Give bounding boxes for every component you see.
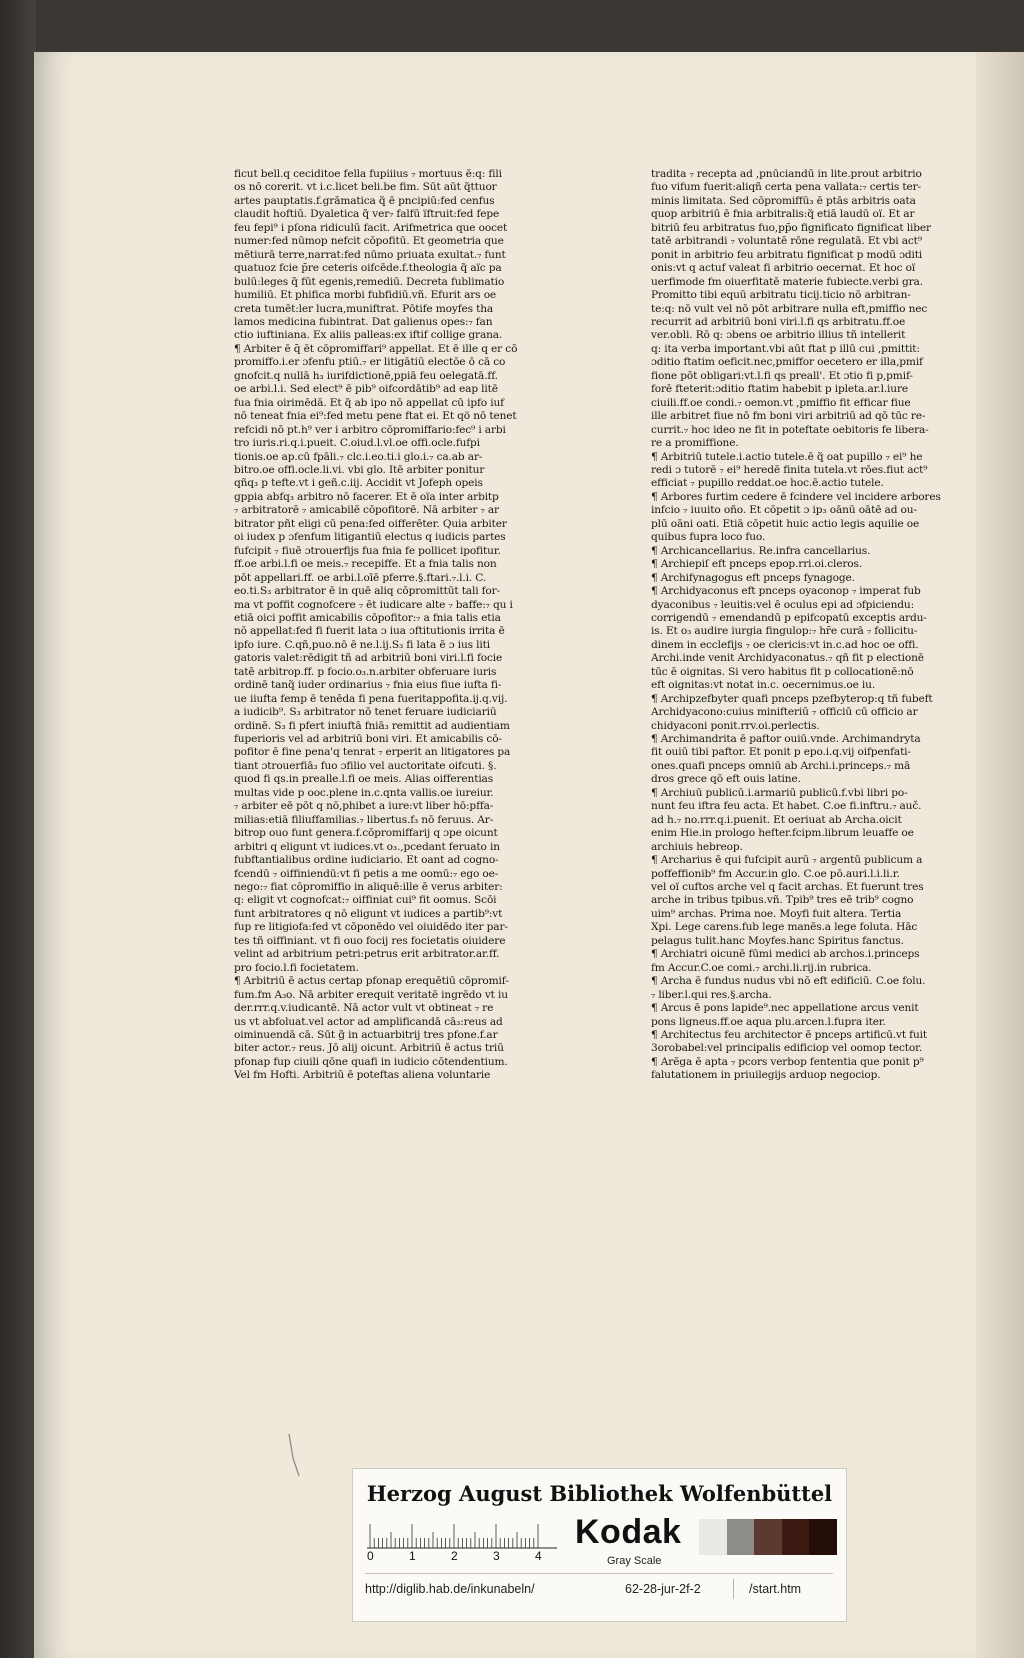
text-line: poffeffionib⁹ fm Accur.in glo. C.oe pō.auri.l.i.li.r. xyxy=(651,867,900,880)
text-line: tro iuris.ri.q.i.pueit. C.oiud.l.vl.oe offi.ocle.fufpi xyxy=(234,437,480,450)
text-line: gatoris valet:rēdigit tñ ad arbitriū boni viri.l.fi focie xyxy=(234,652,503,665)
text-line: nō teneat fnia ei⁹:fed metu pene ftat ei. Et qö nō tenet xyxy=(234,410,517,423)
gray-patch xyxy=(782,1519,810,1555)
text-line: dinem in ecclefijs ₇ oe clericis:vt in.c.ad hoc oe offi. xyxy=(651,638,919,651)
text-line: efficiat ₇ pupillo reddat.oe hoc.ē.actio tutele. xyxy=(651,477,884,490)
text-line: ₇ arbitratorē ₇ amicabilē cōpofitorē. Nā arbiter ₇ ar xyxy=(234,504,499,517)
gray-scale-patches xyxy=(699,1519,837,1555)
text-line: bitriū feu arbitratus fuo,pp̄o fignificato fignificat liber xyxy=(651,221,931,234)
text-line: fit ouiū tibi paftor. Et ponit p epo.i.q.vij oifpenfati- xyxy=(651,746,911,759)
text-line: creta tumēt:ler lucra,muniftrat. Pōtife moyfes tha xyxy=(234,302,494,315)
text-line: q: ita verba important.vbi aūt ftat p illū cui ,pmittit: xyxy=(651,342,920,355)
text-line: re a promiffione. xyxy=(651,437,739,450)
text-line: claudit hoftiū. Dyaletica q̃ ver₇ falfū ïftruit:fed fepe xyxy=(234,208,500,221)
text-line: vel oï cuftos arche vel q facit archas. Et fuerunt tres xyxy=(651,881,924,894)
gray-patch xyxy=(727,1519,755,1555)
text-line: refcidi nō pt.h⁹ ver i arbitro cōpromiffario:fec⁹ i arbi xyxy=(234,423,506,436)
text-line: fm Accur.C.oe comi.₇ archi.li.rij.in rubrica. xyxy=(651,961,872,974)
text-line: Archidyacono:cuius minifteriū ₇ officiū cū officio ar xyxy=(651,706,918,719)
text-line: ¶ Archimandrita ē paftor ouiū.vnde. Archimandryta xyxy=(651,733,921,746)
text-line: arche in tribus tpibus.vñ. Tpib⁹ tres eē trib⁹ cogno xyxy=(651,894,914,907)
text-line: fcendū ₇ oiffiniendū:vt fi petis a me oomū:₇ ego oe- xyxy=(234,867,499,880)
text-line: ¶ Archicancellarius. Re.infra cancellarius. xyxy=(651,544,871,557)
text-line: fubftantialibus ordine iudiciario. Et oant ad cogno- xyxy=(234,854,499,867)
text-line: ¶ Arbiter ē q̄ ēt cōpromiffari⁹ appellat. Et ē ille q er cō xyxy=(234,342,518,355)
text-line: us vt abfoluat.vel actor ad amplificandā cā₃:reus ad xyxy=(234,1015,503,1028)
text-line: ¶ Archipzefbyter quafi pnceps pzefbyterop:q tñ fubeft xyxy=(651,692,933,705)
card-separator xyxy=(733,1579,734,1599)
text-line: pro focio.l.fi focietatem. xyxy=(234,961,359,974)
text-line: mētiurā terre,narrat:fed nūmo priuata exultat.₇ funt xyxy=(234,248,506,261)
ruler-number: 1 xyxy=(409,1549,416,1563)
text-line: pons ligneus.ff.oe aqua plu.arcen.l.fupra iter. xyxy=(651,1015,886,1028)
text-line: eo.ti.S₃ arbitrator ē in quē aliq cōpromittūt tali for- xyxy=(234,585,501,598)
text-line: ma vt poffit cognofcere ₇ ēt iudicare alte ₇ baffe:₇ qu i xyxy=(234,598,513,611)
text-line: os nō corerit. vt i.c.licet beli.be fim. Sūt aūt q̃ttuor xyxy=(234,181,497,194)
text-line: ille arbitret fiue nō fm boni viri arbitriū ad qō tūc re- xyxy=(651,410,926,423)
text-line: a iudicib⁹. S₃ arbitrator nō tenet feruare iudiciariū xyxy=(234,706,497,719)
text-line: ordinē. S₃ fi pfert iniuftā fniā₃ remittit ad audientiam xyxy=(234,719,510,732)
text-line: gppia abfq₃ arbitro nō facerer. Et ē oïa inter arbitp xyxy=(234,490,499,503)
page-edge-shadow xyxy=(976,52,1024,1658)
text-line: der.rrr.q.v.iudicantē. Nā actor vult vt obtineat ₇ re xyxy=(234,1002,494,1015)
text-line: plū oāni oati. Etiā cōpetit huic actio legis aquilie oe xyxy=(651,517,920,530)
text-line: ¶ Arbores furtim cedere ē fcindere vel incidere arbores xyxy=(651,490,941,503)
text-line: ff.oe arbi.l.fi oe meis.₇ recepiffe. Et a fnia talis non xyxy=(234,558,497,571)
text-line: dros grece qō eft ouis latine. xyxy=(651,773,801,786)
text-line: oiminuendā cā. Sūt g̃ in actuarbitrij tres pfone.f.ar xyxy=(234,1029,498,1041)
ruler-number: 3 xyxy=(493,1549,500,1563)
text-line: corrigendū ₇ emendandū p epifcopatū exceptis ardu- xyxy=(651,611,927,624)
text-line: quibus fupra loco fuo. xyxy=(651,531,766,544)
text-line: fup re litigiofa:fed vt cōponēdo vel oiuidēdo iter par- xyxy=(234,921,508,934)
text-line: quop arbitriū ē fnia arbitralis:q̃ etiā laudū oï. Et ar xyxy=(651,208,915,221)
text-line: nunt feu iftra feu acta. Et habet. C.oe fi.inftru.₇ auč. xyxy=(651,800,922,813)
text-line: ¶ Arbitriū tutele.i.actio tutele.ē q̃ oat pupillo ₇ ei⁹ he xyxy=(651,450,923,463)
text-line: eft oignitas:vt notat in.c. oecernimus.oe iu. xyxy=(651,679,876,692)
text-line: ¶ Archidyaconus eft pnceps oyaconop ₇ imperat fub xyxy=(651,585,921,598)
text-line: ¶ Archarius ē qui fufcipit aurū ₇ argentū publicum a xyxy=(651,854,923,867)
text-line: etiā oici poffit amicabilis cōpofitor:₇ a fnia talis etia xyxy=(234,611,501,624)
text-line: enim Hie.in prologo hefter.fcipm.librum leuaffe oe xyxy=(651,827,914,840)
text-line: feu fepi⁹ i pſona ridiculū facit. Arifmetrica que oocet xyxy=(234,221,508,234)
text-line: ficut bell.q ceciditoe fella fupiiius ₇ mortuus ē:q: fili xyxy=(234,168,502,180)
shelfmark-code: 62-28-jur-2f-2 xyxy=(625,1582,701,1596)
text-line: recurrit ad arbitriū boni viri.l.fi qs arbitratu.ff.oe xyxy=(651,315,906,328)
measurement-ruler xyxy=(367,1519,557,1549)
text-line: ¶ Archiuū publicū.i.armariū publicū.f.vbi libri po- xyxy=(651,786,908,799)
text-line: ones.quafi pnceps omniū ab Archi.i.princeps.₇ mā xyxy=(651,759,911,772)
text-line: tradita ₇ recepta ad ,pnūciandū in lite.prout arbitrio xyxy=(651,168,922,180)
text-line: ¶ Arbitriū ē actus certap pfonap erequētiū cōpromif- xyxy=(234,975,509,988)
text-line: Xpi. Lege carens.fub lege manēs.a lege foluta. Hāc xyxy=(651,921,918,934)
ruler-number: 4 xyxy=(535,1549,542,1563)
ruler-number: 0 xyxy=(367,1549,374,1563)
text-line: onis:vt q actuf valeat fi arbitrio oecernat. Et hoc oï xyxy=(651,262,916,275)
text-line: ¶ Arēga ē apta ₇ pcors verbop fententia que ponit p⁹ xyxy=(651,1055,924,1068)
text-line: bulū:leges q̃ fūt egenis,remediū. Decreta fublimatio xyxy=(234,275,505,288)
text-line: bitrator pñt eligi cū pena:fed oifferēter. Quia arbiter xyxy=(234,517,507,530)
text-line: fufcipit ₇ fiuē ɔtrouerfijs fua fnia fe pollicet ipofitur. xyxy=(234,544,501,557)
text-line: dyaconibus ₇ leuitis:vel ē oculus epi ad ɔfpiciendu: xyxy=(651,598,915,611)
text-line: redi ɔ tutorē ₇ ei⁹ heredē finita tutela.vt rōes.fiut act⁹ xyxy=(651,463,928,476)
text-line: fuo vifum fuerit:aliqñ certa pena vallata:₇ certis ter- xyxy=(651,181,921,194)
text-line: funt arbitratores q nō eligunt vt iudices a partib⁹:vt xyxy=(234,907,503,920)
text-line: ¶ Archifynagogus eft pnceps fynagoge. xyxy=(651,571,855,584)
text-line: ponit in arbitrio feu arbitratu fignificat p modū ɔditi xyxy=(651,248,923,261)
text-line: ctio iuftiniana. Ex aliis palleas:ex iftif collige grana. xyxy=(234,329,503,342)
ruler-numbers xyxy=(367,1549,557,1565)
text-line: ¶ Archa ē fundus nudus vbi nō eft edificiū. C.oe folu. xyxy=(651,975,926,988)
text-line: uerfimode fm oiuerfitatē materie fubiecte.verbi gra. xyxy=(651,275,923,288)
text-line: uim⁹ archas. Prima noe. Moyfi fuit altera. Tertia xyxy=(651,907,902,920)
text-line: ¶ Archiatri oicunē fūmi medici ab archos.i.princeps xyxy=(651,948,920,961)
text-line: bitro.oe offi.ocle.li.vi. vbi glo. Itē arbiter ponitur xyxy=(234,463,485,476)
text-line: artes pauptatis.f.grāmatica q̃ ē pncipiū:fed cenfus xyxy=(234,194,495,207)
text-line: milias:etiā filiuffamilias.₇ libertus.f₃ nō feruus. Ar- xyxy=(234,813,494,826)
text-line: gnofcit.q nullā h₃ iurifdictionē,ppiā feu oelegatā.ff. xyxy=(234,369,498,382)
text-line: tionis.oe ap.cū fpāli.₇ clc.i.eo.ti.i glo.i.₇ ca.ab ar- xyxy=(234,450,483,463)
text-line: numer:fed nūmop nefcit cōpofitū. Et geometria que xyxy=(234,235,504,248)
text-line: multas vide p ooc.plene in.c.qnta vallis.oe iureiur. xyxy=(234,786,494,799)
text-line: arbitri q eligunt vt iudices.vt o₃.,pcedant feruato in xyxy=(234,840,500,853)
digitization-target-card xyxy=(352,1468,847,1622)
text-line: biter actor.₇ reus. Jō alij oicunt. Arbitriū ē actus triū xyxy=(234,1042,504,1055)
scan-background-edge xyxy=(0,0,36,1658)
text-line: chidyaconi ponit.rrv.oi.perlectis. xyxy=(651,719,820,732)
text-line: quatuoz fcie p̄re ceteris oifcēde.f.theologia q̃ aïc pa xyxy=(234,262,502,275)
text-line: lamos medicina fubintrat. Dat galienus opes:₇ fan xyxy=(234,315,493,328)
digital-library-url[interactable]: http://diglib.hab.de/inkunabeln/ xyxy=(365,1582,535,1596)
text-line: ordinē tanq̃ iuder ordinarius ₇ fnia eius fiue iufta fi- xyxy=(234,679,502,692)
text-line: 3orobabel:vel principalis edificiop vel oomop tector. xyxy=(651,1042,923,1055)
book-page xyxy=(34,52,1024,1658)
text-line: ¶ Architectus feu architector ē pnceps artificū.vt fuit xyxy=(651,1029,927,1041)
text-line: ¶ Arcus ē pons lapide⁹.nec appellatione arcus venit xyxy=(651,1002,919,1015)
text-line: tatē arbitrandi ₇ voluntatē rōne regulatā. Et vbi act⁹ xyxy=(651,235,922,248)
url-suffix[interactable]: /start.htm xyxy=(749,1582,802,1596)
gray-patch xyxy=(809,1519,837,1555)
text-line: ver.obli. Rō q: ɔbens oe arbitrio illius tñ intellerit xyxy=(651,329,906,342)
text-line: qñq₃ p tefte.vt i geñ.c.iij. Accidit vt Jofeph opeis xyxy=(234,477,483,490)
text-line: tūc ē oignitas. Si vero habitus fit p collocationē:nō xyxy=(651,665,914,678)
text-line: Promitto tibi equū arbitratu ticij.ticio nō arbitran- xyxy=(651,289,911,302)
text-line: forē fteterit:ɔditio ftatim habebit p ipleta.ar.l.iure xyxy=(651,383,908,396)
text-line: archiuis hebreop. xyxy=(651,840,743,853)
text-line: falutationem in priuilegijs arduop negociop. xyxy=(651,1069,881,1082)
kodak-subtitle: Gray Scale xyxy=(607,1555,662,1567)
text-line: ₇ arbiter eē pōt q nō,phibet a iure:vt liber hō:pffa- xyxy=(234,800,494,813)
text-line: ɔditio ftatim oeficit.nec,pmiffor oecetero er illa,pmif xyxy=(651,356,923,369)
text-line: tiant ɔtrouerfiā₃ fuo ɔfilio vel auctoritate oifcuti. §. xyxy=(234,759,497,772)
text-line: is. Et o₃ audire iurgia fingulop:₇ hr̄e curā ₇ follicitu- xyxy=(651,625,918,638)
pencil-mark xyxy=(284,1432,304,1482)
text-line: fuperioris vel ad arbitriū boni viri. Et amicabilis cō- xyxy=(234,733,502,746)
card-divider xyxy=(365,1573,833,1574)
text-line: nō appellat:fed fi fuerit lata ɔ iua ɔftitutionis irrita ē xyxy=(234,625,505,638)
text-line: nego:₇ fiat cōpromiffio in aliquē:ille ē verus arbiter: xyxy=(234,881,503,894)
text-line: ₇ liber.l.qui res.§.archa. xyxy=(651,988,772,1001)
text-line: velint ad arbitrium petri:petrus erit arbitrator.ar.ff. xyxy=(234,948,500,961)
text-line: ad h.₇ no.rrr.q.i.puenit. Et oeriuat ab Archa.oicit xyxy=(651,813,902,826)
kodak-logo: Kodak xyxy=(575,1513,682,1551)
text-line: pofitor ē fine pena'q tenrat ₇ erperit an litigatores pa xyxy=(234,746,511,759)
ruler-number: 2 xyxy=(451,1549,458,1563)
text-column-left xyxy=(234,168,634,1083)
text-line: tatē arbitrop.ff. p focio.o₃.n.arbiter obferuare iuris xyxy=(234,665,497,678)
text-line: promiffo.i.er ɔfenfu ptiū.₇ er litigātiū electōe ō cā co xyxy=(234,356,506,369)
text-line: ciuili.ff.oe condi.₇ oemon.vt ,pmiffio fit efficar fiue xyxy=(651,396,911,409)
text-line: ¶ Archiepiſ eft pnceps epop.rri.oi.cleros. xyxy=(651,558,863,571)
text-line: pfonap fup ciuili qōne quafi in iudicio cōtendentium. xyxy=(234,1055,508,1068)
text-line: oe arbi.l.i. Sed elect⁹ ē pib⁹ oifcordātib⁹ ad eap litē xyxy=(234,383,498,396)
text-line: humiliū. Et phifica morbi fubfidiū.vñ. Efurit ars oe xyxy=(234,289,497,302)
library-title: Herzog August Bibliothek Wolfenbüttel xyxy=(366,1481,833,1506)
text-line: pōt appellari.ff. oe arbi.l.oīē pferre.§.ftari.₇.l.i. C. xyxy=(234,571,487,584)
text-column-right xyxy=(651,168,953,1083)
text-line: te:q: nō vult vel nō pōt arbitrare nulla eft,pmiffio nec xyxy=(651,302,928,315)
text-line: quod fi qs.in prealle.l.fi oe meis. Alias oifferentias xyxy=(234,773,494,786)
text-line: minis limitata. Sed cōpromiffū₃ ē ptās arbitris oata xyxy=(651,194,916,207)
text-line: Vel fm Hofti. Arbitriū ē poteftas aliena voluntarie xyxy=(234,1069,491,1082)
text-line: currit.₇ hoc ideo ne fit in poteftate oebitoris fe libera- xyxy=(651,423,929,436)
text-line: ue iiufta femp ē tenēda fi pena fueritappofita.ij.q.vij. xyxy=(234,692,508,705)
text-line: infcio ₇ iuuito oño. Et cōpetit ɔ ip₃ oānū oātē ad ou- xyxy=(651,504,917,517)
text-line: oi iudex p ɔfenfum litigantiū electus q iudicis partes xyxy=(234,531,506,544)
text-line: ipfo iure. C.qñ,puo.nō ē ne.l.ij.S₃ fi lata ē ɔ ius liti xyxy=(234,638,490,651)
text-line: q: eligit vt cognofcat:₇ oiffiniat cui⁹ fit oomus. Scōi xyxy=(234,894,497,907)
text-line: bitrop ouo funt genera.f.cōpromiffarij q ɔpe oicunt xyxy=(234,827,498,840)
text-line: Archi.inde venit Archidyaconatus.₇ qñ fit p electionē xyxy=(651,652,924,665)
text-line: fione pōt obligari:vt.l.fi qs preall'. Et ɔtio fi p,pmif- xyxy=(651,369,913,382)
gray-patch xyxy=(754,1519,782,1555)
text-line: pelagus tulit.hanc Moyfes.hanc Spiritus fanctus. xyxy=(651,934,904,947)
text-line: fum.fm A₃o. Nā arbiter erequit veritatē ingrēdo vt iu xyxy=(234,988,508,1001)
text-line: fua fnia oirimēdā. Et q̃ ab ipo nō appellat cū ipfo iuf xyxy=(234,396,504,409)
gray-patch xyxy=(699,1519,727,1555)
text-line: tes tñ oiffiniant. vt fi ouo focij res focietatis oiuidere xyxy=(234,934,506,947)
